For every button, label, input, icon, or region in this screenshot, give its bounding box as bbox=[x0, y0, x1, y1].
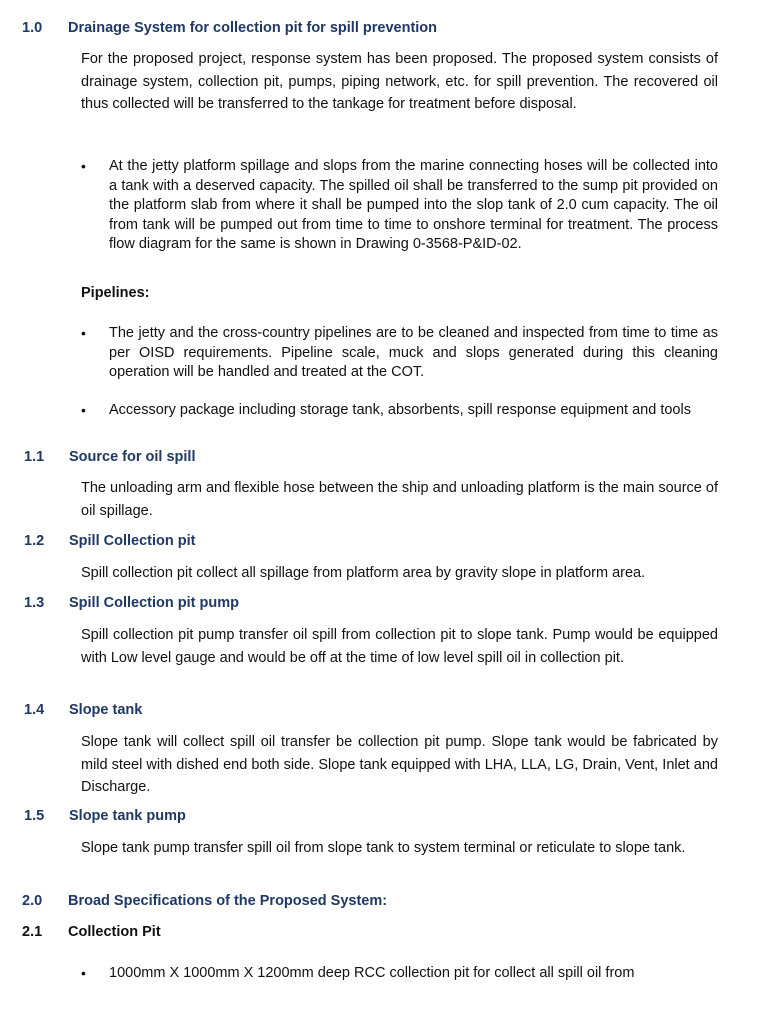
section-heading-1-1 bbox=[24, 449, 196, 465]
list-item-pipeline-cleaning bbox=[81, 324, 718, 383]
section-number: 1.3 bbox=[24, 595, 45, 611]
section-title: Collection Pit bbox=[68, 924, 161, 940]
section-heading-1-4 bbox=[24, 702, 142, 718]
bullet-icon: • bbox=[81, 965, 86, 981]
section-number: 1.1 bbox=[24, 449, 45, 465]
section-title: Source for oil spill bbox=[69, 449, 196, 465]
pipelines-label: Pipelines: bbox=[81, 285, 150, 301]
section-title: Slope tank pump bbox=[69, 808, 186, 824]
list-item-text: Accessory package including storage tank, absorbents, spill response equipment and tools bbox=[109, 402, 691, 418]
paragraph-collection-pit-pump: Spill collection pit pump transfer oil spill from collection pit to slope tank. Pump would be equipped with Low level gauge and would be off at the time of low level spill oil in collection pit. bbox=[81, 627, 718, 666]
list-item-text: At the jetty platform spillage and slops from the marine connecting hoses will be collected into a tank with a deserved capacity. The spilled oil shall be transferred to the sump pit provided on the platform slab from where it shall be pumped into the slop tank of 2.0 cum capacity. The oil from tank will be pumped out from time to time to onshore terminal for treatment. The process flow diagram for the same is shown in Drawing 0-3568-P&ID-02. bbox=[109, 158, 718, 252]
section-number: 1.0 bbox=[22, 20, 43, 36]
section-heading-2-1 bbox=[22, 924, 161, 940]
paragraph-oil-spill-source: The unloading arm and flexible hose between the ship and unloading platform is the main source of oil spillage. bbox=[81, 480, 718, 519]
list-item-jetty-spillage bbox=[81, 157, 718, 255]
list-item-accessory-package bbox=[81, 401, 718, 421]
section-title: Broad Specifications of the Proposed System: bbox=[68, 893, 388, 909]
section-heading-1-3 bbox=[24, 595, 239, 611]
paragraph-spill-collection-pit: Spill collection pit collect all spillage from platform area by gravity slope in platform area. bbox=[81, 565, 646, 581]
section-title: Slope tank bbox=[69, 702, 143, 718]
section-number: 1.4 bbox=[24, 702, 45, 718]
paragraph-drainage-intro: For the proposed project, response system has been proposed. The proposed system consists of drainage system, collection pit, pumps, piping network, etc. for spill prevention. The recovered oil thus collected will be transferred to the tankage for treatment before disposal. bbox=[81, 51, 718, 112]
section-heading-2-0 bbox=[22, 893, 387, 909]
bullet-icon: • bbox=[81, 158, 86, 174]
paragraph-slope-tank: Slope tank will collect spill oil transfer be collection pit pump. Slope tank would be fabricated by mild steel with dished end both side. Slope tank equipped with LHA, LLA, LG, Drain, Vent, Inlet and Discharge. bbox=[81, 734, 718, 795]
section-heading-1-2 bbox=[24, 533, 195, 549]
list-item-collection-pit-spec bbox=[81, 964, 718, 984]
section-number: 1.2 bbox=[24, 533, 45, 549]
section-number: 2.1 bbox=[22, 924, 43, 940]
section-heading-1-5 bbox=[24, 808, 186, 824]
paragraph-slope-tank-pump: Slope tank pump transfer spill oil from slope tank to system terminal or reticulate to slope tank. bbox=[81, 840, 686, 856]
section-title: Spill Collection pit pump bbox=[69, 595, 239, 611]
list-item-text: The jetty and the cross-country pipelines are to be cleaned and inspected from time to time as per OISD requirements. Pipeline scale, muck and slops generated during this cleaning operation will be handled and treated at the COT. bbox=[109, 325, 718, 380]
list-item-text: 1000mm X 1000mm X 1200mm deep RCC collection pit for collect all spill oil from bbox=[109, 965, 635, 981]
bullet-icon: • bbox=[81, 402, 86, 418]
section-title: Drainage System for collection pit for spill prevention bbox=[68, 20, 438, 36]
section-number: 1.5 bbox=[24, 808, 45, 824]
bullet-icon: • bbox=[81, 325, 86, 341]
section-number: 2.0 bbox=[22, 893, 43, 909]
section-heading-1-0 bbox=[22, 20, 437, 36]
section-title: Spill Collection pit bbox=[69, 533, 196, 549]
